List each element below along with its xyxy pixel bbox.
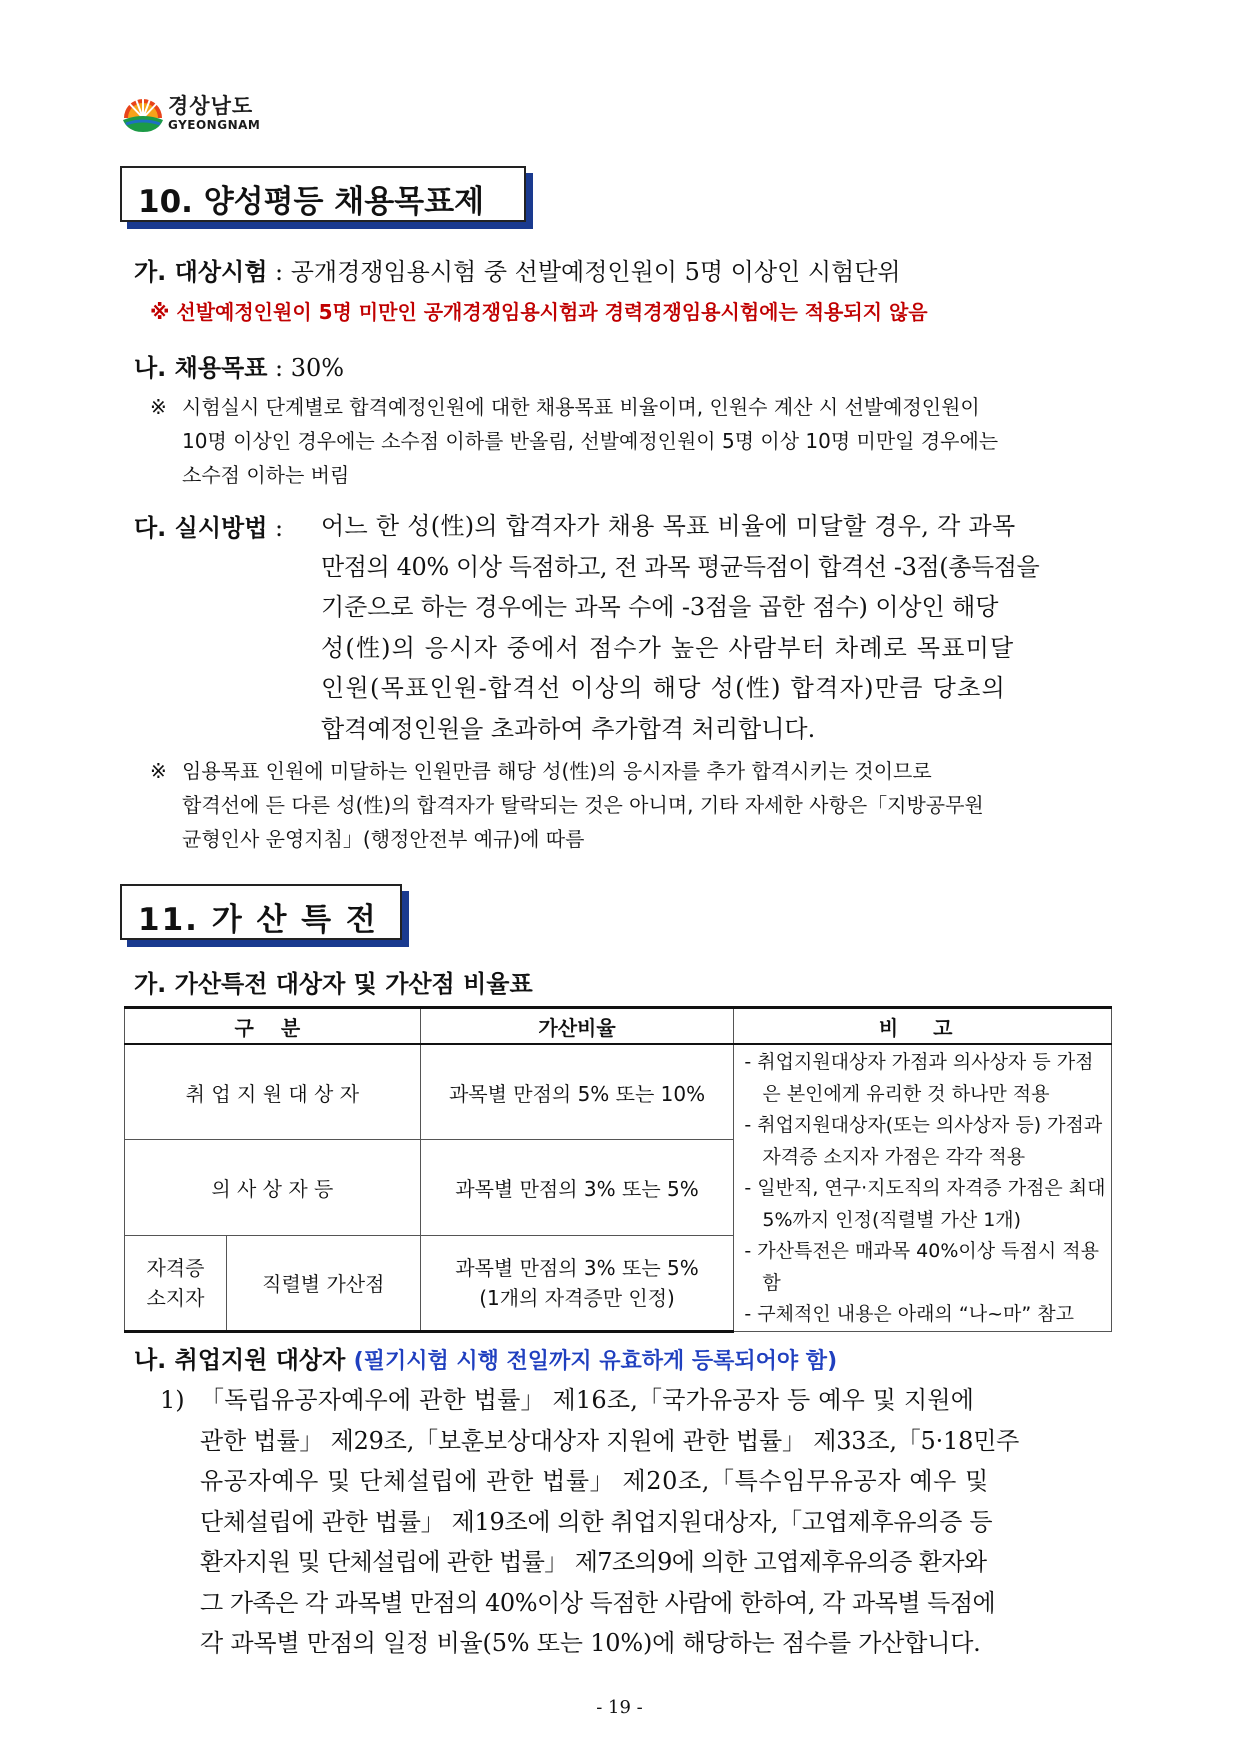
logo-english-name: GYEONGNAM [168,118,261,132]
bonus-table-heading: 가. 가산특전 대상자 및 가산점 비율표 [134,970,533,998]
remark-item: - 일반직, 연구·지도직의 자격증 가점은 최대 5%까지 인정(직렬별 가산 1개) [744,1177,1106,1231]
row-rate: 과목별 만점의 3% 또는 5% [420,1140,734,1236]
row-category: 취 업 지 원 대 상 자 [125,1044,421,1140]
remark-item: - 구체적인 내용은 아래의 “나~마” 참고 [744,1303,1074,1325]
hiring-goal-note-mark: ※ [150,395,167,419]
section10-title: 10. 양성평등 채용목표제 [120,166,526,222]
section11-title: 11. 가 산 특 전 [120,884,402,940]
target-exam-text: 공개경쟁임용시험 중 선발예정인원이 5명 이상인 시험단위 [290,258,901,286]
row-category: 의 사 상 자 등 [125,1140,421,1236]
employment-support-note: (필기시험 시행 전일까지 유효하게 등록되어야 함) [353,1349,838,1374]
section10-hiring-goal: 나. 채용목표 : 30% [134,354,345,382]
remark-item: - 취업지원대상자(또는 의사상자 등) 가점과 자격증 소지자 가점은 각각 적용 [744,1114,1103,1168]
bonus-rate-table [124,1006,1112,1333]
method-label-line: 다. 실시방법 : [134,514,284,542]
row-rate: 과목별 만점의 5% 또는 10% [420,1044,734,1140]
logo-korean-name: 경상남도 [168,94,254,118]
header-category: 구 분 [125,1008,421,1045]
hiring-goal-note: 시험실시 단계별로 합격예정인원에 대한 채용목표 비율이며, 인원수 계산 시 선발예정인원이 10명 이상인 경우에는 소수점 이하를 반올림, 선발예정인원이 5명 이상 10명 미만일 경우에는 소수점 이하는 버림 [182,395,999,487]
target-exam-note: ※ 선발예정인원이 5명 미만인 공개경쟁임용시험과 경력경쟁임용시험에는 적용되지 않음 [150,300,928,324]
hiring-goal-value: 30% [290,354,345,382]
table-row [125,1044,1112,1140]
method-text: 어느 한 성(性)의 합격자가 채용 목표 비율에 미달할 경우, 각 과목 만점의 40% 이상 득점하고, 전 과목 평균득점이 합격선 -3점(총득점을 기준으로 하는 경우에는 과목 수에 -3점을 곱한 점수) 이상인 해당 성(性)의 응시자 중에서 점수가 높은 사람부터 차례로 목표미달 인원(목표인원-합격선 이상의 해당 성(性) 합격자)만큼 당초의 합격예정인원을 초과하여 추가합격 처리합니다. [321,512,1040,743]
header-remarks: 비 고 [734,1008,1112,1045]
section10-target-exam: 가. 대상시험 : 공개경쟁임용시험 중 선발예정인원이 5명 이상인 시험단위 [134,258,901,286]
item-number: 1) [160,1386,185,1414]
employment-support-text: 「독립유공자예우에 관한 법률」 제16조,「국가유공자 등 예우 및 지원에 관한 법률」 제29조,「보훈보상대상자 지원에 관한 법률」 제33조,「5·18민주 유공자예우 및 단체설립에 관한 법률」 제20조,「특수임무유공자 예우 및 단체설립에 관한 법률」 제19조에 의한 취업지원대상자,「고엽제후유의증 등 환자지원 및 단체설립에 관한 법률」 제7조의9에 의한 고엽제후유의증 환자와 그 가족은 각 과목별 만점의 40%이상 득점한 사람에 한하여, 각 과목별 득점에 각 과목별 만점의 일정 비율(5% 또는 10%)에 해당하는 점수를 가산합니다. [200,1386,1020,1657]
method-note-mark: ※ [150,759,167,783]
hiring-goal-label: 나. 채용목표 [134,354,268,382]
row-subcategory: 직렬별 가산점 [226,1235,420,1331]
page-number: - 19 - [596,1697,643,1718]
remarks-cell [734,1044,1112,1331]
remark-item: - 취업지원대상자 가점과 의사상자 등 가점은 본인에게 유리한 것 하나만 적용 [744,1051,1094,1105]
table-header-row [125,1008,1112,1045]
row-rate: 과목별 만점의 3% 또는 5% (1개의 자격증만 인정) [420,1235,734,1331]
employment-support-label: 나. 취업지원 대상자 [134,1346,346,1374]
gyeongnam-logo [120,88,280,144]
target-exam-label: 가. 대상시험 [134,258,268,286]
method-label: 다. 실시방법 [134,514,268,542]
method-note: 임용목표 인원에 미달하는 인원만큼 해당 성(性)의 응시자를 추가 합격시키는 것이므로 합격선에 든 다른 성(性)의 합격자가 탈락되는 것은 아니며, 기타 자세한 사항은「지방공무원 균형인사 운영지침」(행정안전부 예규)에 따름 [182,759,984,851]
gyeongnam-emblem-icon [120,88,166,134]
header-rate: 가산비율 [420,1008,734,1045]
remark-item: - 가산특전은 매과목 40%이상 득점시 적용함 [744,1240,1099,1294]
employment-support-heading [134,1340,837,1375]
row-category: 자격증 소지자 [125,1235,227,1331]
